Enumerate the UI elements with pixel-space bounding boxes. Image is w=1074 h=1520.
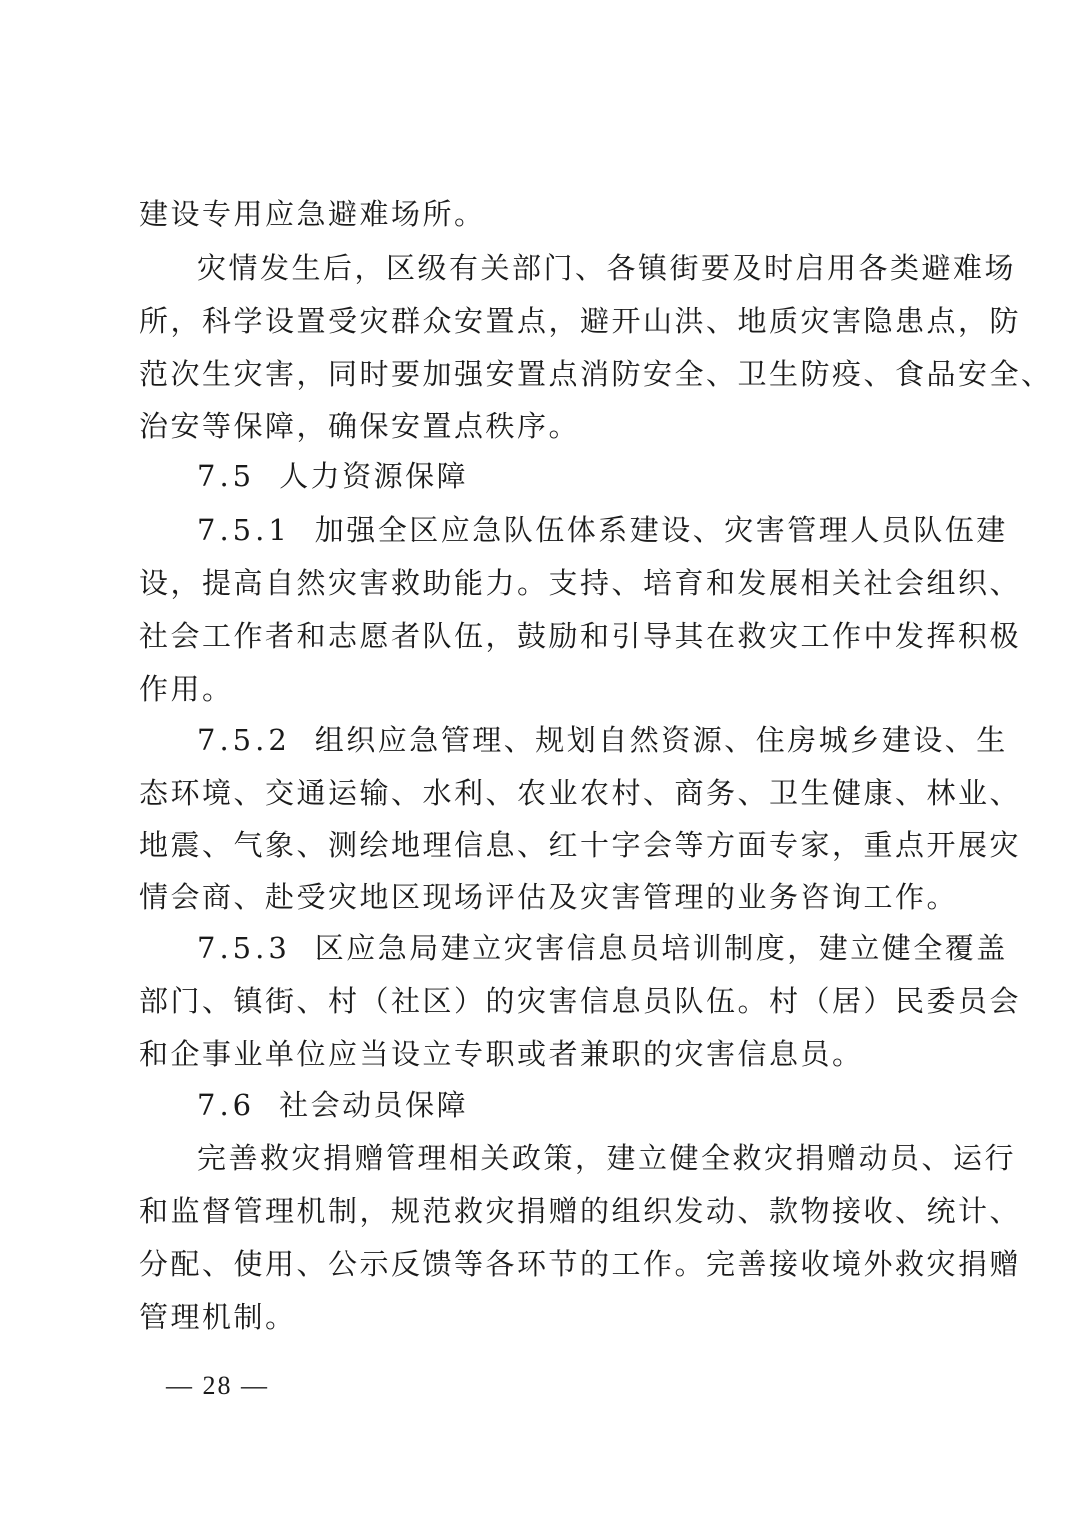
paragraph-line: 设，提高自然灾害救助能力。支持、培育和发展相关社会组织、 bbox=[139, 566, 1022, 600]
clause-number: 7.5.3 bbox=[197, 931, 291, 965]
clause-number: 7.5.1 bbox=[197, 513, 291, 547]
page-number: — 28 — bbox=[166, 1371, 269, 1400]
clause-number: 7.5.2 bbox=[197, 723, 291, 757]
paragraph-line: 社会工作者和志愿者队伍，鼓励和引导其在救灾工作中发挥积极 bbox=[139, 619, 1022, 653]
clause-text: 区应急局建立灾害信息员培训制度，建立健全覆盖 bbox=[314, 931, 1008, 965]
paragraph-line: 情会商、赴受灾地区现场评估及灾害管理的业务咨询工作。 bbox=[139, 880, 959, 914]
paragraph-line: 管理机制。 bbox=[139, 1300, 297, 1334]
paragraph-line: 所，科学设置受灾群众安置点，避开山洪、地质灾害隐患点，防 bbox=[139, 304, 1022, 338]
paragraph-line-numbered bbox=[197, 928, 1008, 968]
paragraph-line-numbered bbox=[197, 720, 1008, 760]
paragraph-line: 范次生灾害，同时要加强安置点消防安全、卫生防疫、食品安全、 bbox=[139, 357, 1053, 391]
paragraph-line: 部门、镇街、村（社区）的灾害信息员队伍。村（居）民委员会 bbox=[139, 984, 1022, 1018]
section-heading-7-6 bbox=[197, 1085, 468, 1125]
paragraph-line: 态环境、交通运输、水利、农业农村、商务、卫生健康、林业、 bbox=[139, 776, 1022, 810]
section-title: 人力资源保障 bbox=[279, 459, 469, 493]
paragraph-line: 建设专用应急避难场所。 bbox=[139, 197, 486, 231]
clause-text: 组织应急管理、规划自然资源、住房城乡建设、生 bbox=[314, 723, 1008, 757]
section-number: 7.5 bbox=[197, 459, 256, 493]
section-title: 社会动员保障 bbox=[279, 1088, 469, 1122]
paragraph-line: 灾情发生后，区级有关部门、各镇街要及时启用各类避难场 bbox=[197, 251, 1017, 285]
paragraph-line: 地震、气象、测绘地理信息、红十字会等方面专家，重点开展灾 bbox=[139, 828, 1022, 862]
paragraph-line: 作用。 bbox=[139, 672, 234, 706]
section-heading-7-5 bbox=[197, 456, 468, 496]
clause-text: 加强全区应急队伍体系建设、灾害管理人员队伍建 bbox=[314, 513, 1008, 547]
paragraph-line: 完善救灾捐赠管理相关政策，建立健全救灾捐赠动员、运行 bbox=[197, 1141, 1017, 1175]
paragraph-line: 和企事业单位应当设立专职或者兼职的灾害信息员。 bbox=[139, 1037, 864, 1071]
paragraph-line: 治安等保障，确保安置点秩序。 bbox=[139, 409, 581, 443]
section-number: 7.6 bbox=[197, 1088, 256, 1122]
paragraph-line: 分配、使用、公示反馈等各环节的工作。完善接收境外救灾捐赠 bbox=[139, 1247, 1022, 1281]
paragraph-line: 和监督管理机制，规范救灾捐赠的组织发动、款物接收、统计、 bbox=[139, 1194, 1022, 1228]
paragraph-line-numbered bbox=[197, 510, 1008, 550]
